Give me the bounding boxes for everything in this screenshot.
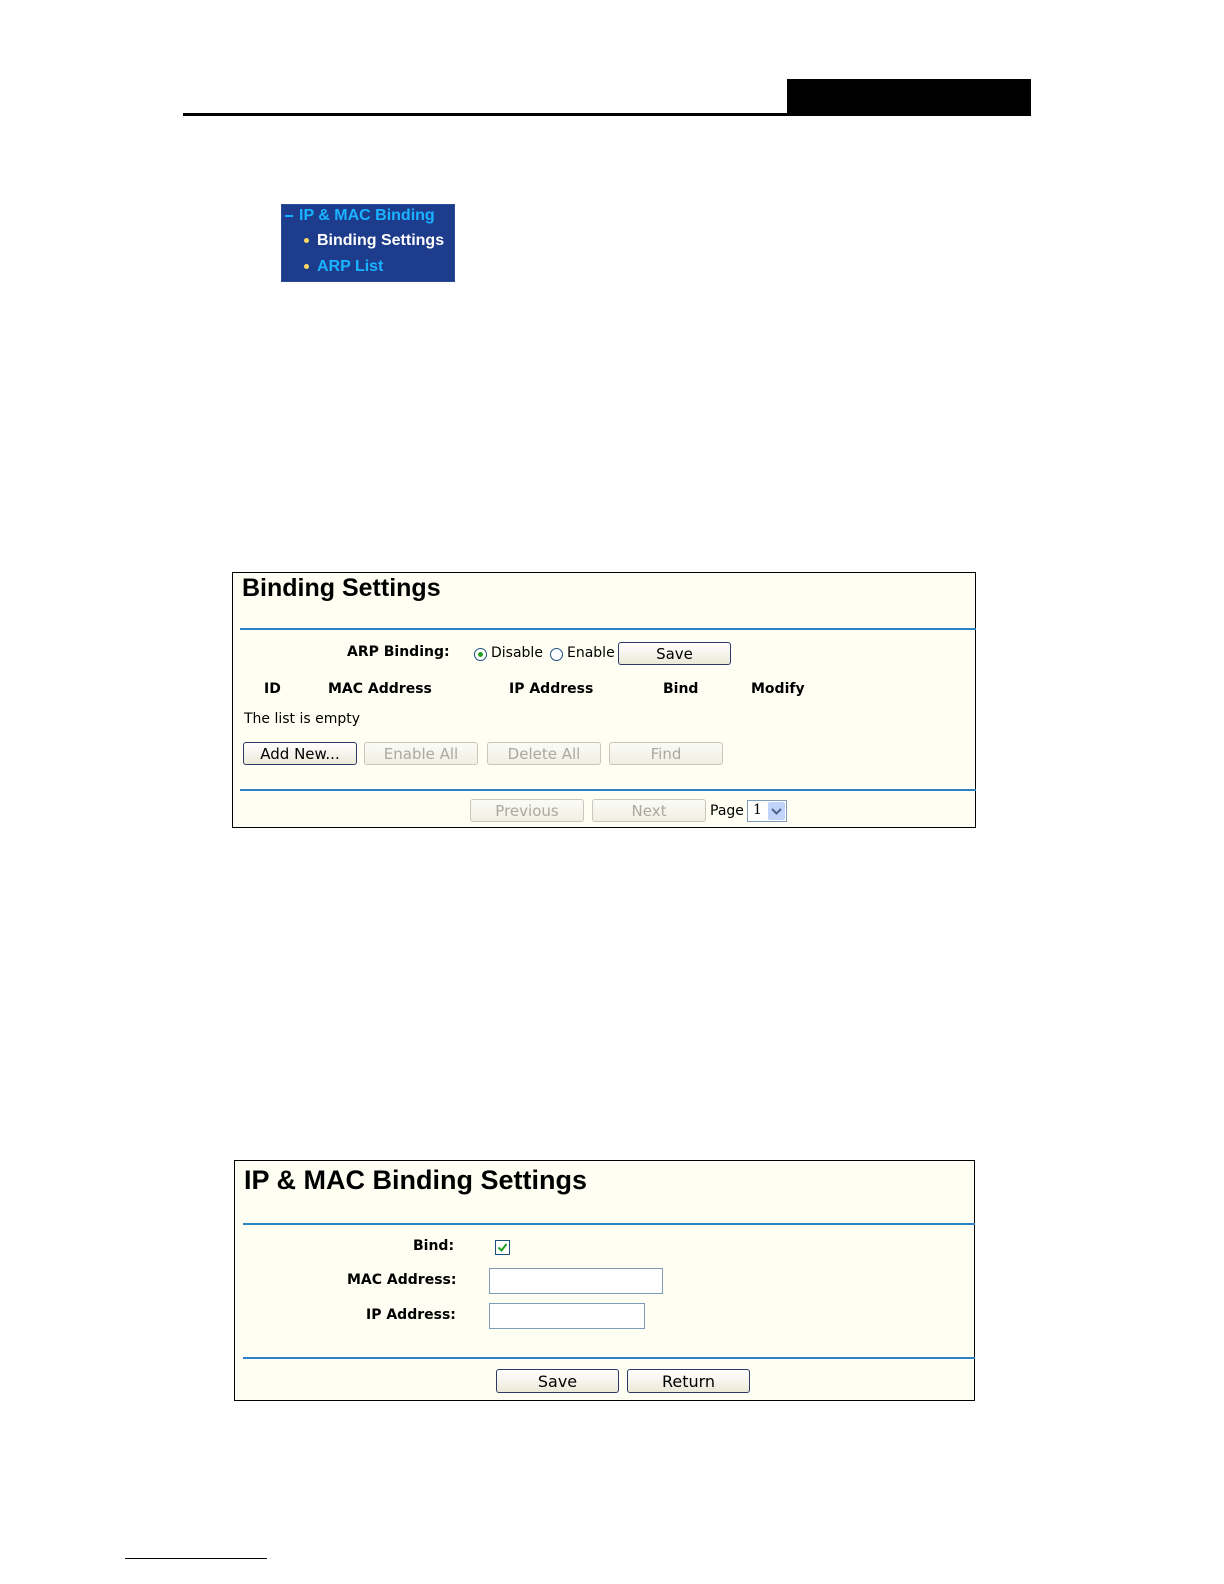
- column-header-modify: Modify: [751, 681, 805, 697]
- arp-binding-label: ARP Binding:: [347, 644, 450, 660]
- column-header-ip-address: IP Address: [509, 681, 594, 697]
- panel-title: Binding Settings: [242, 574, 441, 602]
- bind-checkbox[interactable]: [495, 1240, 510, 1255]
- check-icon: [496, 1241, 509, 1254]
- save-button[interactable]: Save: [618, 642, 731, 665]
- binding-settings-panel: [232, 572, 976, 828]
- divider: [243, 1223, 975, 1225]
- enable-label: Enable: [567, 645, 615, 661]
- panel-title: IP & MAC Binding Settings: [244, 1165, 587, 1195]
- bullet-icon: [304, 238, 309, 243]
- radio-selected-dot: [478, 652, 483, 657]
- nav-item-arp-list[interactable]: [304, 258, 383, 276]
- enable-radio[interactable]: [550, 648, 563, 661]
- previous-button[interactable]: Previous: [470, 799, 584, 822]
- page-select-value: 1: [753, 802, 762, 818]
- footer-rule: [125, 1558, 267, 1559]
- next-button[interactable]: Next: [592, 799, 706, 822]
- add-new-button[interactable]: Add New...: [243, 742, 357, 765]
- find-button[interactable]: Find: [609, 742, 723, 765]
- mac-address-label: MAC Address:: [347, 1272, 457, 1288]
- nav-item-label: Binding Settings: [317, 232, 445, 249]
- disable-label: Disable: [491, 645, 543, 661]
- column-header-mac-address: MAC Address: [328, 681, 432, 697]
- nav-item-label: ARP List: [317, 258, 384, 275]
- chevron-down-icon: [768, 802, 785, 820]
- nav-group-ip-mac-binding[interactable]: [285, 207, 435, 225]
- header-rule: [183, 113, 1031, 116]
- divider: [243, 1357, 975, 1359]
- ip-address-label: IP Address:: [366, 1307, 456, 1323]
- column-header-bind: Bind: [663, 681, 699, 697]
- divider: [240, 789, 976, 791]
- ip-mac-binding-form-panel: [234, 1160, 975, 1401]
- nav-group-label: IP & MAC Binding: [299, 207, 435, 224]
- delete-all-button[interactable]: Delete All: [487, 742, 601, 765]
- mac-address-input[interactable]: [489, 1268, 663, 1294]
- empty-list-text: The list is empty: [244, 711, 361, 727]
- bullet-icon: [304, 264, 309, 269]
- ip-address-input[interactable]: [489, 1303, 645, 1329]
- disable-radio[interactable]: [474, 648, 487, 661]
- column-header-id: ID: [264, 681, 281, 697]
- return-button[interactable]: Return: [627, 1369, 750, 1393]
- bind-label: Bind:: [413, 1238, 455, 1254]
- page-select[interactable]: [747, 800, 787, 822]
- divider: [240, 628, 976, 630]
- enable-all-button[interactable]: Enable All: [364, 742, 478, 765]
- nav-item-binding-settings[interactable]: [304, 232, 444, 250]
- nav-menu: [281, 204, 455, 282]
- save-button[interactable]: Save: [496, 1369, 619, 1393]
- page-label: Page: [710, 803, 744, 819]
- collapse-icon: [285, 215, 293, 217]
- header-black-block: [787, 79, 1031, 116]
